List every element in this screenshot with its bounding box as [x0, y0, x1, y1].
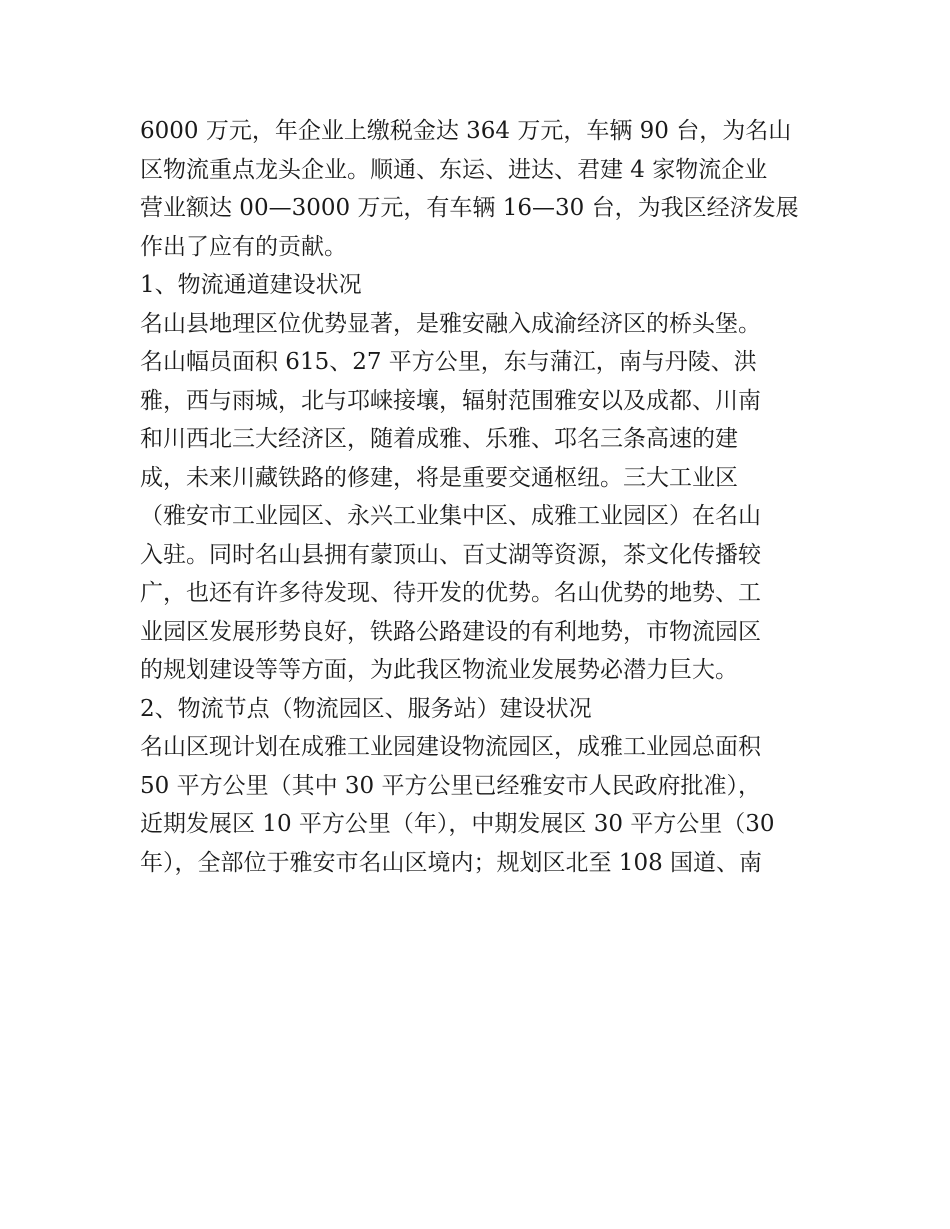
- text-line: 成，未来川藏铁路的修建，将是重要交通枢纽。三大工业区: [140, 464, 738, 491]
- text-line: 广，也还有许多待发现、待开发的优势。名山优势的地势、工: [140, 580, 761, 606]
- text-line: 近期发展区 10 平方公里（年），中期发展区 30 平方公里（30: [140, 811, 775, 837]
- text-line: 名山区现计划在成雅工业园建设物流园区，成雅工业园总面积: [140, 734, 761, 760]
- text-line: 入驻。同时名山县拥有蒙顶山、百丈湖等资源，茶文化传播较: [140, 541, 761, 568]
- text-line: 雅，西与雨城，北与邛崃接壤，辐射范围雅安以及成都、川南: [140, 387, 761, 414]
- text-line: 业园区发展形势良好，铁路公路建设的有利地势，市物流园区: [140, 618, 761, 645]
- text-line: 名山幅员面积 615、27 平方公里，东与蒲江，南与丹陵、洪: [140, 349, 757, 375]
- text-line: 营业额达 00—3000 万元，有车辆 16—30 台，为我区经济发展: [140, 195, 799, 221]
- section-heading-2: 2、物流节点（物流园区、服务站）建设状况: [140, 695, 592, 722]
- text-line: 名山县地理区位优势显著，是雅安融入成渝经济区的桥头堡。: [140, 310, 761, 337]
- text-line: 的规划建设等等方面，为此我区物流业发展势必潜力巨大。: [140, 657, 738, 683]
- text-line: 年），全部位于雅安市名山区境内；规划区北至 108 国道、南: [140, 849, 763, 876]
- document-body: [140, 112, 820, 882]
- text-line: 区物流重点龙头企业。顺通、东运、进达、君建 4 家物流企业: [140, 156, 768, 183]
- section-heading-1: 1、物流通道建设状况: [140, 272, 362, 298]
- text-line: （雅安市工业园区、永兴工业集中区、成雅工业园区）在名山: [140, 503, 761, 529]
- text-line: 50 平方公里（其中 30 平方公里已经雅安市人民政府批准），: [140, 772, 761, 799]
- text-line: 6000 万元，年企业上缴税金达 364 万元，车辆 90 台，为名山: [140, 118, 792, 144]
- text-line: 和川西北三大经济区，随着成雅、乐雅、邛名三条高速的建: [140, 426, 738, 452]
- text-line: 作出了应有的贡献。: [140, 233, 347, 260]
